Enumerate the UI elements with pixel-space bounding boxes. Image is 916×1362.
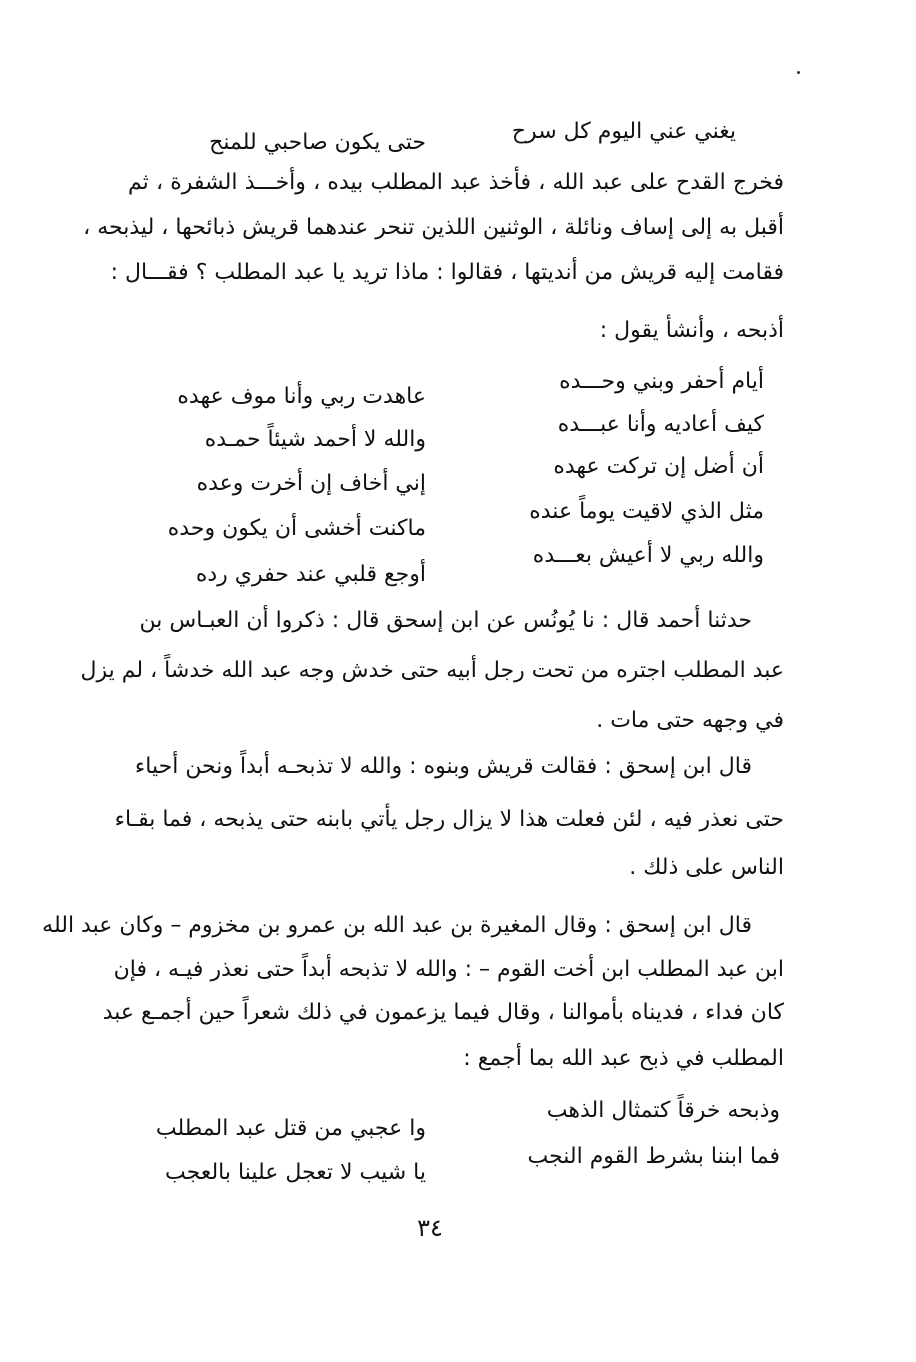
poem2-verse-1-second: وذبحه خرقاً كتمثال الذهب	[546, 1098, 780, 1123]
para3-line-3: الناس على ذلك .	[629, 855, 784, 880]
poem2-verse-1-first: وا عجبي من قتل عبد المطلب	[155, 1116, 426, 1141]
page-number: ٣٤	[417, 1214, 443, 1242]
poem1-verse-2-second: كيف أعاديه وأنا عبـــده	[557, 412, 764, 437]
poem2-verse-2-first: يا شيب لا تعجل علينا بالعجب	[165, 1160, 426, 1185]
poem1-verse-1-second: أيام أحفر وبني وحـــده	[559, 369, 764, 394]
para1-line-3: فقامت إليه قريش من أنديتها ، فقالوا : ماذا تريد يا عبد المطلب ؟ فقـــال :	[110, 260, 784, 285]
para3-line-2: حتى نعذر فيه ، لئن فعلت هذا لا يزال رجل يأتي بابنه حتى يذبحه ، فما بقـاء	[114, 807, 784, 832]
para4-line-1: قال ابن إسحق : وقال المغيرة بن عبد الله بن عمرو بن مخزوم – وكان عبد الله	[42, 913, 752, 938]
para1-line-1: فخرج القدح على عبد الله ، فأخذ عبد المطلب بيده ، وأخـــذ الشفرة ، ثم	[128, 170, 784, 195]
poem1-verse-1-first: عاهدت ربي وأنا موف عهده	[177, 384, 426, 409]
poem1-verse-2-first: والله لا أحمد شيئاً حمـده	[204, 427, 426, 452]
para1-line-4: أذبحه ، وأنشأ يقول :	[599, 318, 784, 343]
para4-line-4: المطلب في ذبح عبد الله بما أجمع :	[463, 1046, 784, 1071]
para2-line-1: حدثنا أحمد قال : نا يُونُس عن ابن إسحق قال : ذكروا أن العبـاس بن	[139, 608, 752, 633]
poem1-verse-5-first: أوجع قلبي عند حفري رده	[195, 562, 426, 587]
corner-dot	[797, 71, 800, 74]
top-verse-left: يغني عني اليوم كل سرح	[511, 119, 736, 144]
poem1-verse-3-first: إني أخاف إن أخرت وعده	[196, 471, 426, 496]
poem1-verse-3-second: أن أضل إن تركت عهده	[553, 454, 764, 479]
para3-line-1: قال ابن إسحق : فقالت قريش وبنوه : والله لا تذبحـه أبداً ونحن أحياء	[134, 754, 752, 779]
para1-line-2: أقبل به إلى إساف ونائلة ، الوثنين اللذين تنحر عندهما قريش ذبائحها ، ليذبحه ،	[83, 215, 784, 240]
para2-line-3: في وجهه حتى مات .	[596, 708, 784, 733]
poem2-verse-2-second: فما ابننا بشرط القوم النجب	[527, 1144, 780, 1169]
para4-line-2: ابن عبد المطلب ابن أخت القوم – : والله لا تذبحه أبداً حتى نعذر فيـه ، فإن	[113, 957, 784, 982]
poem1-verse-5-second: والله ربي لا أعيش بعـــده	[532, 543, 764, 568]
para2-line-2: عبد المطلب اجتره من تحت رجل أبيه حتى خدش وجه عبد الله خدشاً ، لم يزل	[80, 658, 784, 683]
top-verse-right: حتى يكون صاحبي للمنح	[209, 130, 426, 155]
poem1-verse-4-second: مثل الذي لاقيت يوماً عنده	[529, 499, 764, 524]
poem1-verse-4-first: ماكنت أخشى أن يكون وحده	[167, 516, 426, 541]
para4-line-3: كان فداء ، فديناه بأموالنا ، وقال فيما يزعمون في ذلك شعراً حين أجمـع عبد	[102, 1000, 784, 1025]
